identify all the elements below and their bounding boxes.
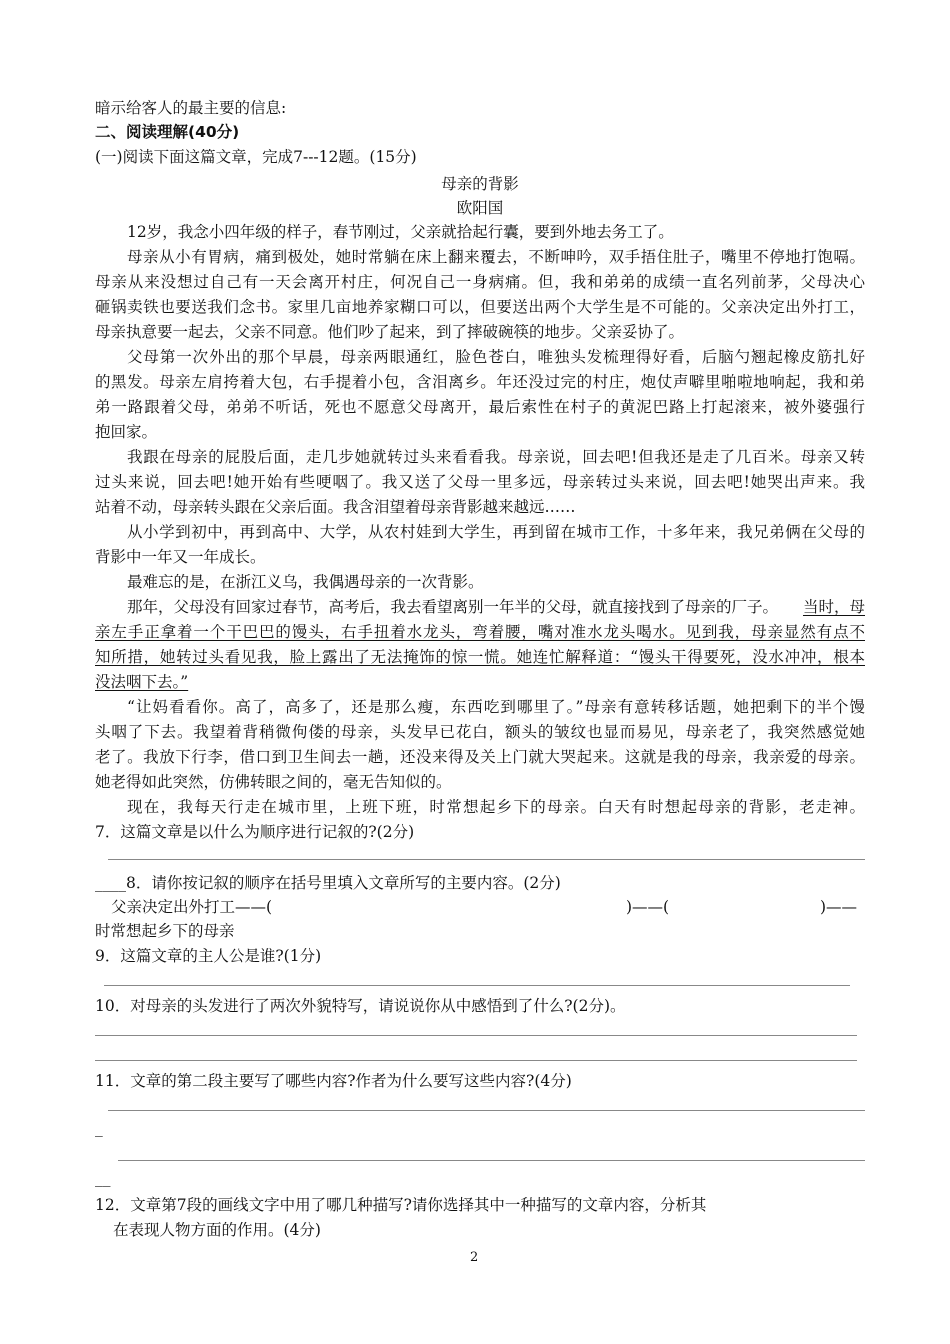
part-intro: (一)阅读下面这篇文章，完成7---12题。(15分)	[95, 148, 417, 166]
paragraph-text: 那年，父母没有回家过春节，高考后，我去看望离别一年半的父母，就直接找到了母亲的厂子。	[127, 598, 779, 616]
article-author: 欧阳国	[456, 199, 504, 217]
answer-line[interactable]	[104, 985, 850, 986]
paragraph-line: 最难忘的是，在浙江义乌，我偶遇母亲的一次背影。	[127, 573, 484, 591]
answer-line[interactable]	[95, 1060, 857, 1061]
question-12-cont: 在表现人物方面的作用。(4分)	[113, 1221, 321, 1239]
fill-in-final: 时常想起乡下的母亲	[95, 922, 235, 940]
question-text: 8．请你按记叙的顺序在括号里填入文章所写的主要内容。(2分)	[126, 874, 561, 892]
underlined-text: 当时，母	[802, 598, 865, 616]
paragraph-line: 现在，我每天行走在城市里，上班下班，时常想起乡下的母亲。白天有时想起母亲的背影，老走神。	[127, 798, 865, 816]
answer-line[interactable]	[108, 859, 865, 860]
fill-in-middle[interactable]: )——(	[626, 898, 670, 916]
section-title: 二、阅读理解(40分)	[95, 123, 240, 141]
question-10: 10．对母亲的头发进行了两次外貌特写，请说说你从中感悟到了什么?(2分)。	[95, 997, 626, 1015]
paragraph-line: 老了。我放下行李，借口到卫生间去一趟，还没来得及关上门就大哭起来。这就是我的母亲，我亲爱的母亲。	[95, 748, 865, 766]
paragraph-line: 母亲从小有胃病，痛到极处，她时常躺在床上翻来覆去，不断呻吟，双手捂住肚子，嘴里不停地打饱嗝。	[127, 248, 865, 266]
blank-prefix[interactable]: ____	[95, 874, 126, 892]
paragraph-line: 从小学到初中，再到高中、大学，从农村娃到大学生，再到留在城市工作，十多年来，我兄弟俩在父母的	[127, 523, 865, 541]
fill-in-start[interactable]: 父亲决定出外打工——(	[111, 898, 273, 916]
paragraph-line: 站着不动，母亲转头跟在父亲后面。我含泪望着母亲背影越来越远……	[95, 498, 576, 516]
answer-line[interactable]	[95, 1035, 857, 1036]
answer-dash: __	[95, 1169, 111, 1187]
underlined-line: 没法咽下去。”	[95, 673, 189, 691]
paragraph-line: 父母第一次外出的那个早晨，母亲两眼通红，脸色苍白，唯独头发梳理得好看，后脑勺翘起橡皮筋扎好	[127, 348, 865, 366]
question-7: 7．这篇文章是以什么为顺序进行记叙的?(2分)	[95, 823, 415, 841]
paragraph-line: 过头来说，回去吧!她开始有些哽咽了。我又送了父母一里多远，母亲转过头来说，回去吧!她哭出声来。我	[95, 473, 865, 491]
paragraph-line: 弟一路跟着父母，弟弟不听话，死也不愿意父母离开，最后索性在村子的黄泥巴路上打起滚来，被外婆强行	[95, 398, 865, 416]
fill-in-end: )——	[820, 898, 858, 916]
paragraph-line	[127, 597, 865, 617]
page-number: 2	[470, 1250, 479, 1265]
question-9: 9．这篇文章的主人公是谁?(1分)	[95, 947, 322, 965]
intro-fragment: 暗示给客人的最主要的信息:	[95, 99, 287, 117]
paragraph-line: “让妈看看你。高了，高多了，还是那么瘦，东西吃到哪里了。”母亲有意转移话题，她把剩下的半个馒	[127, 698, 865, 716]
paragraph-line: 砸锅卖铁也要送我们念书。家里几亩地养家糊口可以，但要送出两个大学生是不可能的。父亲决定出外打工，	[95, 298, 865, 316]
paragraph-line: 12岁，我念小四年级的样子，春节刚过，父亲就拾起行囊，要到外地去务工了。	[127, 223, 674, 241]
paragraph-line: 头咽了下去。我望着背稍微佝偻的母亲，头发早已花白，额头的皱纹也显而易见，母亲老了，我突然感觉她	[95, 723, 865, 741]
answer-line[interactable]	[108, 1110, 865, 1111]
answer-line[interactable]	[118, 1160, 865, 1161]
underlined-line: 知所措，她转过头看见我，脸上露出了无法掩饰的惊一慌。她连忙解释道：“馒头干得要死，没水冲冲，根本	[95, 648, 865, 666]
paragraph-line: 背影中一年又一年成长。	[95, 548, 266, 566]
question-11: 11．文章的第二段主要写了哪些内容?作者为什么要写这些内容?(4分)	[95, 1072, 572, 1090]
question-12: 12．文章第7段的画线文字中用了哪几种描写?请你选择其中一种描写的文章内容，分析其	[95, 1196, 707, 1214]
answer-dash: _	[95, 1119, 103, 1137]
paragraph-line: 母亲从来没想过自己有一天会离开村庄，何况自己一身病痛。但，我和弟弟的成绩一直名列前茅，父母决心	[95, 273, 865, 291]
underlined-line: 亲左手正拿着一个干巴巴的馒头，右手扭着水龙头，弯着腰，嘴对准水龙头喝水。见到我，母亲显然有点不	[95, 623, 865, 641]
paragraph-line: 我跟在母亲的屁股后面，走几步她就转过头来看看我。母亲说，回去吧!但我还是走了几百米。母亲又转	[127, 448, 865, 466]
paragraph-line: 母亲执意要一起去，父亲不同意。他们吵了起来，到了摔破碗筷的地步。父亲妥协了。	[95, 323, 685, 341]
paragraph-line: 她老得如此突然，仿佛转眼之间的，毫无告知似的。	[95, 773, 452, 791]
paragraph-line: 的黑发。母亲左肩挎着大包，右手提着小包，含泪离乡。年还没过完的村庄，炮仗声噼里啪啦地响起，我和弟	[95, 373, 865, 391]
paragraph-line: 抱回家。	[95, 423, 158, 441]
question-8	[95, 873, 561, 893]
article-title: 母亲的背影	[441, 175, 519, 193]
